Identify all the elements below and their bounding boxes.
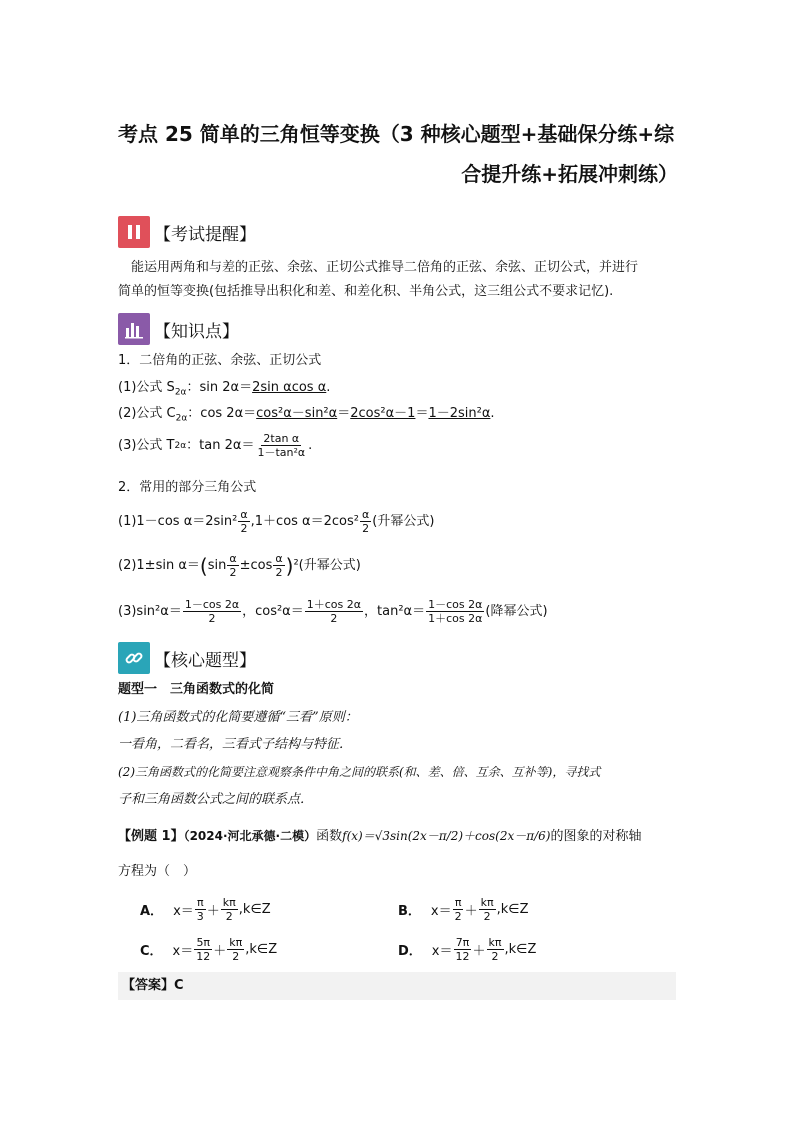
fraction: $\frac{\text{2tan α}}{\text{1－tan²α}}$ [257, 432, 306, 459]
section-heading-label: 【知识点】 [154, 321, 239, 342]
fraction: $\frac{5\pi}{12}$ [196, 936, 211, 963]
title-line-2: 合提升练+拓展冲刺练） [461, 162, 678, 186]
example-1-question: 【例题 1】（2024·河北承德·二模）函数f(x)＝√3sin(2x－π/2)＋cos(2x－π/6)的图象的对称轴 [118, 829, 642, 844]
type-note-line-1: (1)三角函数式的化简要遵循“三看”原则： [118, 710, 358, 725]
fraction: $\frac{\alpha}{2}$ [275, 552, 283, 579]
section-heading-label: 【考试提醒】 [154, 224, 256, 245]
knowledge-item-1: 1．二倍角的正弦、余弦、正切公式 [118, 353, 322, 368]
formula-t2a: (3)公式 T 2α ：tan 2α＝ $\frac{\text{2tan α}}{\text{1－tan²α}}$ . [118, 432, 313, 459]
pause-bars-icon [118, 216, 150, 248]
title-line-1: 考点 25 简单的三角恒等变换（3 种核心题型+基础保分练+综 [118, 122, 675, 146]
fraction: $\frac{1-\cos 2\alpha}{2}$ [184, 598, 240, 625]
option-b[interactable]: B． x＝ $\frac{\pi}{2}$ ＋ $\frac{k\pi}{2}$ ,k∈Z [398, 896, 529, 923]
formula-s2a: (1)公式 $S_{2\alpha}$：sin 2α＝2sin αcos α. [118, 380, 331, 398]
section-core-types-heading [118, 642, 256, 674]
bar-chart-icon [118, 313, 150, 345]
type-note-line-4: 子和三角函数公式之间的联系点． [118, 792, 314, 807]
fraction: $\frac{\alpha}{2}$ [240, 508, 248, 535]
fraction: $\frac{\alpha}{2}$ [229, 552, 237, 579]
section-exam-reminder-heading [118, 216, 256, 248]
fraction: $\frac{\pi}{3}$ [196, 896, 204, 923]
option-a[interactable]: A． x＝ $\frac{\pi}{3}$ ＋ $\frac{k\pi}{2}$ ,k∈Z [140, 896, 271, 923]
fraction: $\frac{k\pi}{2}$ [488, 936, 502, 963]
section-heading-label: 【核心题型】 [154, 650, 256, 671]
option-d[interactable]: D． x＝ $\frac{7\pi}{12}$ ＋ $\frac{k\pi}{2}$ ,k∈Z [398, 936, 537, 963]
fraction: $\frac{k\pi}{2}$ [222, 896, 236, 923]
answer-box: 【答案】C [118, 972, 676, 1000]
type-note-line-3: (2)三角函数式的化简要注意观察条件中角之间的联系(和、差、倍、互余、互补等)，寻找式 [118, 765, 601, 779]
fraction: $\frac{k\pi}{2}$ [480, 896, 494, 923]
example-1-question-line-2: 方程为（ ） [118, 864, 197, 879]
fraction: $\frac{1+\cos 2\alpha}{2}$ [306, 598, 362, 625]
option-c[interactable]: C． x＝ $\frac{5\pi}{12}$ ＋ $\frac{k\pi}{2}$ ,k∈Z [140, 936, 278, 963]
fraction: $\frac{7\pi}{12}$ [455, 936, 470, 963]
link-chain-icon [118, 642, 150, 674]
type-note-line-2: 一看角，二看名，三看式子结构与特征． [118, 737, 353, 752]
page-title [118, 114, 678, 194]
exam-reminder-line-2: 简单的恒等变换(包括推导出积化和差、和差化积、半角公式，这三组公式不要求记忆). [118, 284, 614, 299]
formula-power-raise-1: (1)1－cos α＝2sin² $\frac{\alpha}{2}$ ,1＋cos α＝2cos² $\frac{\alpha}{2}$ (升幂公式) [118, 508, 435, 535]
fraction: $\frac{\pi}{2}$ [454, 896, 462, 923]
fraction: $\frac{k\pi}{2}$ [229, 936, 243, 963]
fraction: $\frac{1-\cos 2\alpha}{1+\cos 2\alpha}$ [428, 598, 483, 625]
exam-reminder-line-1: 能运用两角和与差的正弦、余弦、正切公式推导二倍角的正弦、余弦、正切公式，并进行 [131, 260, 639, 275]
fraction: $\frac{\alpha}{2}$ [361, 508, 370, 535]
formula-power-raise-2: (2)1±sin α＝ ( sin $\frac{\alpha}{2}$ ±cos $\frac{\alpha}{2}$ ) ²(升幂公式) [118, 552, 361, 579]
question-type-1: 题型一 三角函数式的化简 [118, 682, 275, 697]
section-knowledge-heading [118, 313, 239, 345]
formula-power-reduce: (3)sin²α＝ $\frac{1-\cos 2\alpha}{2}$ ，cos²α＝ $\frac{1+\cos 2\alpha}{2}$ ，tan²α＝ $\frac{1-\cos 2\alpha}{1+\cos 2\alpha}$ (降幂公式) [118, 598, 548, 625]
formula-c2a: (2)公式 $C_{2\alpha}$：cos 2α＝cos²α－sin²α＝2cos²α－1＝1－2sin²α. [118, 406, 495, 424]
knowledge-item-2: 2．常用的部分三角公式 [118, 480, 257, 495]
